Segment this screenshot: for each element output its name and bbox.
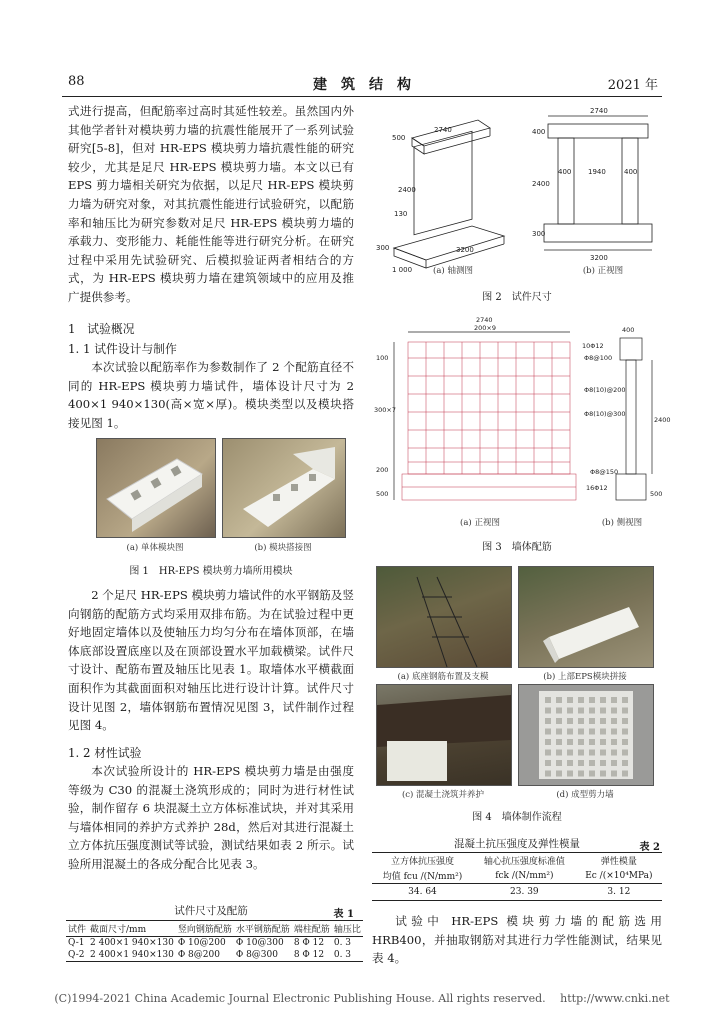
fig2-drawing <box>372 100 662 280</box>
fig4-subcaption-c: (c) 混凝土浇筑并养护 <box>401 790 485 800</box>
closing-paragraph: 试验中 HR-EPS 模块剪力墙的配筋选用 HRB400，并抽取钢筋对其进行力学性能测试，结果见表 4。 <box>372 914 662 966</box>
table1-cell: 2 400×1 940×130 <box>90 950 174 960</box>
fig4-caption: 图 4 墙体制作流程 <box>472 812 562 823</box>
fig2b-dim: 300 <box>532 230 546 238</box>
table1-cell: 0. 3 <box>333 950 352 960</box>
table1-label: 表 1 <box>333 909 354 920</box>
fig2a-dim: 130 <box>394 210 408 218</box>
section-1-1-paragraph: 本次试验以配筋率作为参数制作了 2 个配筋直径不同的 HR-EPS 模块剪力墙试件，墙体设计尺寸为 2 400×1 940×130(高×宽×厚)。模块类型以及模块搭接见图 1。 <box>68 360 354 430</box>
fig2b-dim: 400 <box>624 168 638 176</box>
fig2a-dim: 3200 <box>456 246 474 254</box>
table2-header: 立方体抗压强度 <box>390 857 454 867</box>
table1-cell: 2 400×1 940×130 <box>90 938 174 948</box>
rebar-paragraph: 2 个足尺 HR-EPS 模块剪力墙试件的水平钢筋及竖向钢筋的配筋方式均采用双排布筋。为在试验过程中更好地固定墙体以及使轴压力均匀分布在墙体顶部，在墙体底部设置底座以及在顶部设置水平加载横梁。试件尺寸设计、配筋布置及轴压比见表 1。取墙体水平横截面面积作为其截面面积对轴压比进行设计计算。试件尺寸设计见图 2，墙体钢筋布置情况见图 3，试件制作过程见图 4。 <box>68 588 354 733</box>
table1-cell: Φ 10@200 <box>177 938 226 948</box>
fig2-caption: 图 2 试件尺寸 <box>482 292 552 303</box>
fig2-subcaption-b: (b) 正视图 <box>582 266 624 276</box>
table1-cell: 8 Φ 12 <box>293 938 325 948</box>
fig2-subcaption-a: (a) 轴测图 <box>433 266 473 276</box>
table2-header: fck /(N/mm²) <box>495 870 554 881</box>
journal-title: 建 筑 结 构 <box>313 77 411 93</box>
table1-header: 试件 <box>68 925 87 935</box>
fig1-subcaption-a: (a) 单体模块图 <box>126 543 184 553</box>
fig3b-dim: 500 <box>650 490 663 498</box>
fig3b-dim: 2400 <box>654 416 671 424</box>
table1-cell: Φ 8@300 <box>235 950 278 960</box>
section-1-1-heading: 1. 1 试件设计与制作 <box>68 342 177 356</box>
fig4-photo-c <box>376 684 512 786</box>
table1-cell: Q-2 <box>68 950 85 960</box>
fig4-subcaption-a: (a) 底座钢筋布置及支模 <box>397 672 489 682</box>
fig2b-dim: 2740 <box>590 107 608 115</box>
fig1-caption: 图 1 HR-EPS 模块剪力墙所用模块 <box>129 566 293 577</box>
fig4-photo-d <box>518 684 654 786</box>
fig3a-dim: 500 <box>376 490 389 498</box>
fig2b-dim: 2400 <box>532 180 550 188</box>
copyright-footer: (C)1994-2021 China Academic Journal Electronic Publishing House. All rights reserved. http://www.cnki.net <box>54 992 670 1005</box>
table2-header: Ec /(×10⁴MPa) <box>585 870 653 881</box>
fig2b-dim: 1940 <box>588 168 606 176</box>
fig3b-dim: Φ8(10)@300 <box>584 410 626 418</box>
fig3b-dim: 10Φ12 <box>582 342 604 350</box>
table2-header: 均值 fcu /(N/mm²) <box>382 872 463 882</box>
table1-title: 试件尺寸及配筋 <box>174 905 248 917</box>
table1-cell: 8 Φ 12 <box>293 950 325 960</box>
table2-cell: 3. 12 <box>607 887 631 897</box>
fig3b-dim: Φ8(10)@200 <box>584 386 626 394</box>
fig3-caption: 图 3 墙体配筋 <box>482 542 552 553</box>
fig3a-dim: 200 <box>376 466 389 474</box>
table2-label: 表 2 <box>639 842 660 853</box>
table2-title: 混凝土抗压强度及弹性模量 <box>454 838 580 850</box>
fig1-subcaption-b: (b) 模块搭接图 <box>254 543 312 553</box>
table1-header: 端柱配筋 <box>293 925 330 935</box>
fig3a-dim: 100 <box>376 354 389 362</box>
fig3b-dim: Φ8@150 <box>590 468 619 476</box>
fig2a-dim: 300 <box>376 244 390 252</box>
fig4-photo-a <box>376 566 512 668</box>
fig3a-dim: 2740 <box>476 316 493 324</box>
year: 2021 年 <box>607 78 658 93</box>
fig3-drawing <box>372 312 671 524</box>
page-number: 88 <box>68 74 85 89</box>
fig1-photo-module-splice <box>222 438 346 538</box>
section-1-2-paragraph: 本次试验所设计的 HR-EPS 模块剪力墙是由强度等级为 C30 的混凝土浇筑形成的；同时为进行材性试验，制作留存 6 块混凝土立方体标准试块，并对其采用与墙体相同的养护方式养护 28d，然后对其进行混凝土立方体抗压强度测试等试验，测试结果如表 2 所示。试验所用混凝土的各成分配合比见表 3。 <box>68 764 354 871</box>
fig2b-dim: 3200 <box>590 254 608 262</box>
table1-cell: 0. 3 <box>333 938 352 948</box>
section-1-2-heading: 1. 2 材性试验 <box>68 746 142 760</box>
table-row <box>66 937 363 950</box>
fig3-subcaption-a: (a) 正视图 <box>460 518 500 528</box>
fig4-subcaption-d: (d) 成型剪力墙 <box>556 790 614 800</box>
fig2b-dim: 400 <box>532 128 546 136</box>
table-row <box>66 949 363 962</box>
fig3b-dim: 16Φ12 <box>586 484 608 492</box>
table2-header: 弹性模量 <box>600 857 637 867</box>
table2-cell: 34. 64 <box>408 887 437 897</box>
intro-paragraph: 式进行提高，但配筋率过高时其延性较差。虽然国内外其他学者针对模块剪力墙的抗震性能展开了一系列试验研究[5-8]，但对 HR-EPS 模块剪力墙抗震性能的研究较少，尤其是足尺 HR-EPS 模块剪力墙。本文以已有 EPS 剪力墙相关研究为依据，以足尺 HR-EPS 模块剪力墙为研究对象，对其抗震性能进行试验研究，以配筋率和轴压比为研究参数对足尺 HR-EPS 模块剪力墙的承载力、变形能力、耗能性能等进行研究分析。在研究过程中采用先试验研究、后模拟验证两者相结合的方式，为 HR-EPS 模块剪力墙在建筑领域中的应用及推广提供参考。 <box>68 104 354 304</box>
fig2a-dim: 2400 <box>398 186 416 194</box>
fig1-photo-single-module <box>96 438 216 538</box>
table1-cell: Φ 8@200 <box>177 950 220 960</box>
fig4-photo-b <box>518 566 654 668</box>
fig2a-dim: 1 000 <box>392 266 413 274</box>
fig3a-dim: 300×7 <box>374 406 396 414</box>
fig2b-dim: 400 <box>558 168 572 176</box>
section-1-heading: 1 试验概况 <box>68 322 135 336</box>
fig4-subcaption-b: (b) 上部EPS模块拼接 <box>543 672 627 682</box>
table-row <box>372 884 662 901</box>
table1 <box>66 920 361 962</box>
fig3b-dim: 400 <box>622 326 635 334</box>
table1-header: 截面尺寸/mm <box>90 925 147 935</box>
fig3-subcaption-b: (b) 侧视图 <box>601 518 643 528</box>
fig3a-dim: 200×9 <box>474 324 496 332</box>
table2 <box>372 852 662 901</box>
table1-cell: Q-1 <box>68 938 85 948</box>
table2-header: 轴心抗压强度标准值 <box>483 857 565 867</box>
table1-header: 轴压比 <box>333 925 361 935</box>
table2-cell: 23. 39 <box>510 887 539 897</box>
table1-header: 竖向钢筋配筋 <box>177 925 232 935</box>
fig3b-dim: Φ8@100 <box>584 354 613 362</box>
table1-cell: Φ 10@300 <box>235 938 284 948</box>
table1-header: 水平钢筋配筋 <box>235 925 290 935</box>
header-rule <box>62 96 662 97</box>
fig2a-dim: 2740 <box>434 126 452 134</box>
fig2a-dim: 500 <box>392 134 406 142</box>
